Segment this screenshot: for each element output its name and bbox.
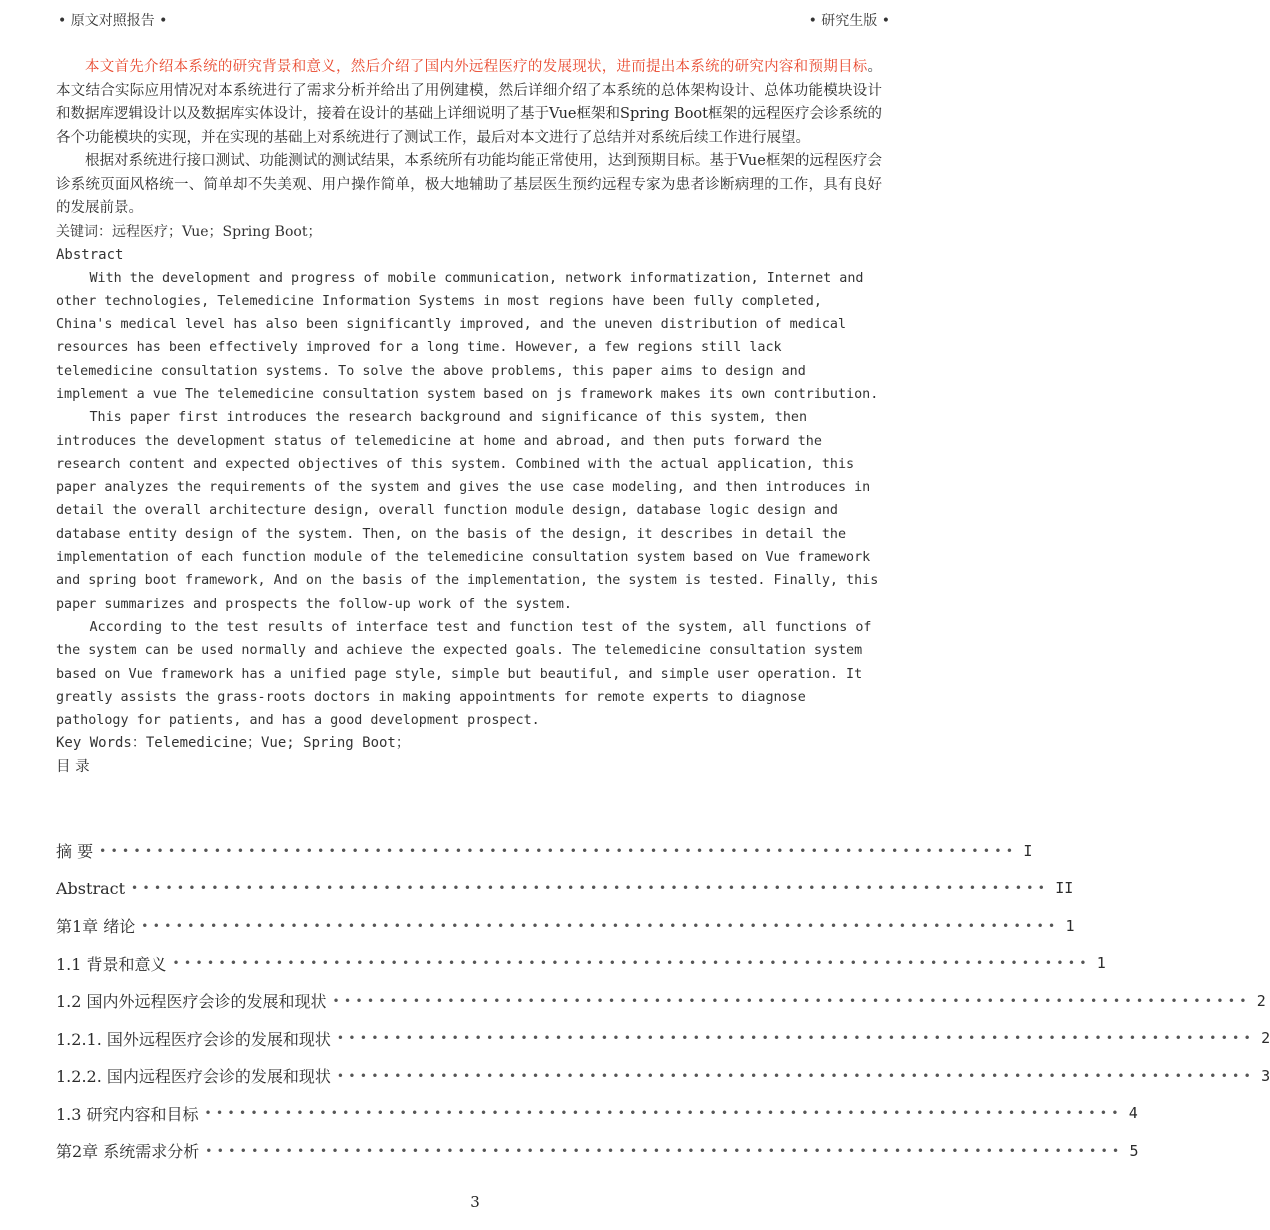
toc-entry-label: 1.2.1. 国外远程医疗会诊的发展和现状 bbox=[56, 1027, 337, 1050]
page-number: 3 bbox=[470, 1193, 480, 1211]
toc-entry-label: 摘 要 bbox=[56, 839, 99, 862]
toc-dot-leader: •••••••••••••••••••••••••••••••••••••••••••••••••••••••••••••••••••••••••••••••• bbox=[205, 1143, 1124, 1158]
report-header-left: • 原文对照报告 • bbox=[58, 13, 168, 29]
toc-dot-leader: •••••••••••••••••••••••••••••••••••••••••••••••••••••••••••••••••••••••••••••••• bbox=[172, 956, 1091, 971]
toc-entry-label: 1.3 研究内容和目标 bbox=[56, 1102, 205, 1125]
toc-dot-leader: •••••••••••••••••••••••••••••••••••••••••••••••••••••••••••••••••••••••••••••••• bbox=[332, 993, 1251, 1008]
toc-title: 目 录 bbox=[56, 759, 90, 776]
table-of-contents bbox=[56, 832, 1270, 1170]
toc-entry-page: 4 bbox=[1128, 1104, 1138, 1123]
en-paragraph-3: According to the test results of interface test and function test of the system, all functions of the system can be used normally and achieve the expected goals. The telemedicine consultation system based on Vue framework has a unified page style, simple but beautiful, and simple user operation. It greatly assists the grass-roots doctors in making appointments for remote experts to diagnose pathology for patients, and has a good development prospect. bbox=[56, 619, 872, 729]
toc-entry[interactable] bbox=[56, 945, 1106, 983]
en-paragraph-2: This paper first introduces the research background and significance of this system, then introduces the development status of telemedicine at home and abroad, and then puts forward the research content and expected objectives of this system. Combined with the actual application, this paper analyzes the requirements of the system and gives the use case modeling, and then introduces in detail the overall architecture design, overall function module design, database logic design and database entity design of the system. Then, on the basis of the design, it describes in detail the implementation of each function module of the telemedicine consultation system based on Vue framework and spring boot framework, And on the basis of the implementation, the system is tested. Finally, this paper summarizes and prospects the follow-up work of the system. bbox=[56, 410, 879, 612]
paragraph-text: 。本文结合实际应用情况对本系统进行了需求分析并给出了用例建模，然后详细介绍了本系统的总体架构设计、总体功能模块设计和数据库逻辑设计以及数据库实体设计，接着在设计的基础上详细说明了基于Vue框架和Spring Boot框架的远程医疗会诊系统的各个功能模块的实现，并在实现的基础上对系统进行了测试工作，最后对本文进行了总结并对系统后续工作进行展望。 bbox=[56, 59, 882, 146]
cn-paragraph-2: 根据对系统进行接口测试、功能测试的测试结果，本系统所有功能均能正常使用，达到预期目标。基于Vue框架的远程医疗会诊系统页面风格统一、简单却不失美观、用户操作简单，极大地辅助了基层医生预约远程专家为患者诊断病理的工作，具有良好的发展前景。 bbox=[56, 153, 882, 216]
cn-paragraph-1 bbox=[56, 56, 882, 150]
toc-entry[interactable] bbox=[56, 1020, 1270, 1058]
toc-entry[interactable] bbox=[56, 870, 1074, 908]
toc-entry[interactable] bbox=[56, 1095, 1138, 1133]
toc-dot-leader: •••••••••••••••••••••••••••••••••••••••••••••••••••••••••••••••••••••••••••••••• bbox=[336, 1031, 1256, 1046]
toc-dot-leader: •••••••••••••••••••••••••••••••••••••••••••••••••••••••••••••••••••••••••••••••• bbox=[141, 918, 1060, 933]
toc-entry-page: 1 bbox=[1065, 916, 1075, 935]
toc-entry-label: 1.2.2. 国内远程医疗会诊的发展和现状 bbox=[56, 1064, 337, 1087]
toc-entry-page: 1 bbox=[1096, 954, 1106, 973]
toc-entry-label: Abstract bbox=[56, 879, 131, 898]
toc-dot-leader: •••••••••••••••••••••••••••••••••••••••••••••••••••••••••••••••••••••••••••••••• bbox=[204, 1106, 1123, 1121]
toc-entry-label: 第1章 绪论 bbox=[56, 914, 141, 937]
toc-entry-page: I bbox=[1023, 841, 1033, 860]
toc-entry[interactable] bbox=[56, 1132, 1139, 1170]
highlighted-text: 本文首先介绍本系统的研究背景和意义，然后介绍了国内外远程医疗的发展现状，进而提出本系统的研究内容和预期目标 bbox=[85, 59, 868, 75]
document-body bbox=[56, 56, 882, 779]
toc-dot-leader: •••••••••••••••••••••••••••••••••••••••••••••••••••••••••••••••••••••••••••••••• bbox=[336, 1068, 1256, 1083]
toc-dot-leader: •••••••••••••••••••••••••••••••••••••••••••••••••••••••••••••••••••••••••••••••• bbox=[99, 843, 1018, 858]
toc-entry-page: II bbox=[1055, 879, 1074, 898]
toc-entry-label: 1.2 国内外远程医疗会诊的发展和现状 bbox=[56, 989, 333, 1012]
toc-entry-page: 2 bbox=[1256, 991, 1266, 1010]
toc-entry-label: 1.1 背景和意义 bbox=[56, 952, 173, 975]
toc-entry[interactable] bbox=[56, 982, 1266, 1020]
keywords-cn: 关键词：远程医疗；Vue；Spring Boot； bbox=[56, 223, 322, 240]
toc-entry[interactable] bbox=[56, 907, 1075, 945]
toc-entry-page: 2 bbox=[1261, 1029, 1270, 1048]
toc-entry-page: 5 bbox=[1129, 1141, 1139, 1160]
en-paragraph-1: With the development and progress of mobile communication, network informatization, Internet and other technologies, Telemedicine Information Systems in most regions have been fully completed, China's medical level has also been significantly improved, and the uneven distribution of medical resources has been effectively improved for a long time. However, a few regions still lack telemedicine consultation systems. To solve the above problems, this paper aims to design and implement a vue The telemedicine consultation system based on js framework makes its own contribution. bbox=[56, 270, 879, 402]
report-header-right: • 研究生版 • bbox=[808, 13, 890, 29]
abstract-heading: Abstract bbox=[56, 246, 124, 263]
keywords-en: Key Words：Telemedicine；Vue; Spring Boot； bbox=[56, 735, 410, 752]
toc-entry[interactable] bbox=[56, 1057, 1270, 1095]
toc-entry-page: 3 bbox=[1261, 1066, 1270, 1085]
toc-entry-label: 第2章 系统需求分析 bbox=[56, 1139, 205, 1162]
toc-dot-leader: •••••••••••••••••••••••••••••••••••••••••••••••••••••••••••••••••••••••••••••••• bbox=[131, 881, 1050, 896]
toc-entry[interactable] bbox=[56, 832, 1033, 870]
